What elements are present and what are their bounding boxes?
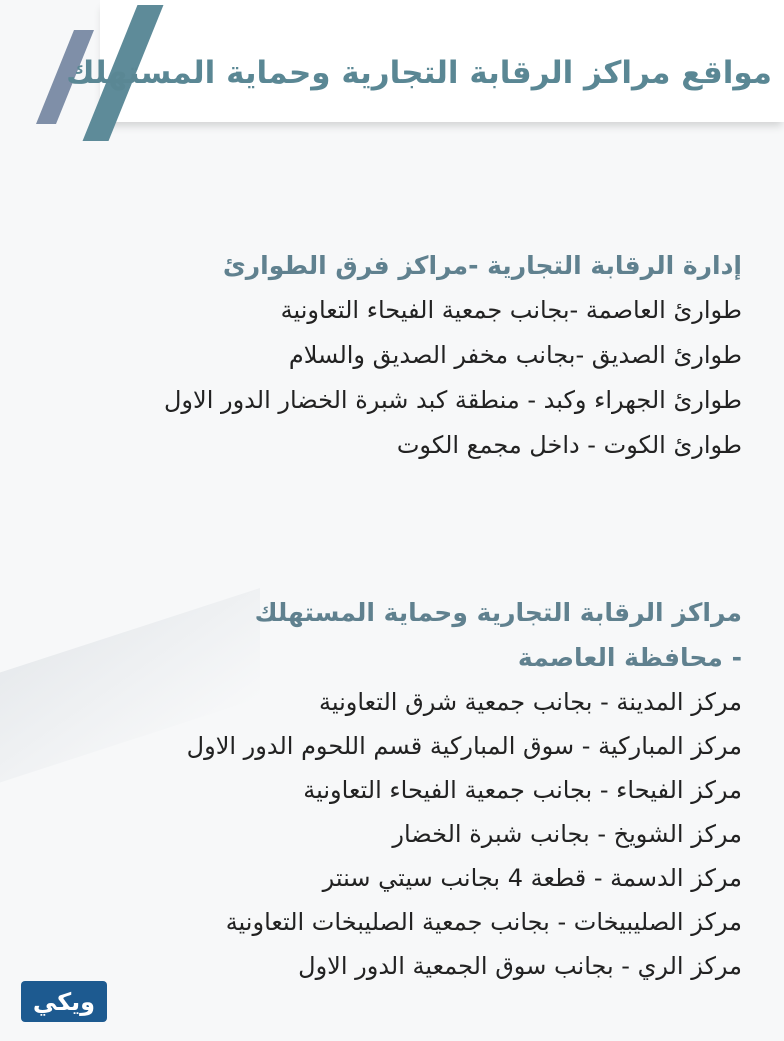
section-subheading: - محافظة العاصمة [517, 643, 742, 672]
section-heading: إدارة الرقابة التجارية -مراكز فرق الطوارئ [222, 251, 742, 280]
wiki-logo: ويكي [21, 981, 107, 1022]
list-item: طوارئ الجهراء وكبد - منطقة كبد شبرة الخضار الدور الاول [163, 386, 742, 414]
consumer-protection-section [187, 590, 742, 988]
page-title: مواقع مراكز الرقابة التجارية وحماية المستهلك [66, 55, 772, 91]
list-item: مركز الفيحاء - بجانب جمعية الفيحاء التعاونية [303, 776, 742, 804]
list-item: طوارئ الصديق -بجانب مخفر الصديق والسلام [288, 341, 742, 369]
emergency-centers-section [164, 243, 742, 468]
list-item: مركز الشويخ - بجانب شبرة الخضار [392, 820, 742, 848]
list-item: مركز الدسمة - قطعة 4 بجانب سيتي سنتر [322, 864, 742, 892]
list-item: طوارئ العاصمة -بجانب جمعية الفيحاء التعاونية [280, 296, 742, 324]
list-item: مركز الصليبيخات - بجانب جمعية الصليبخات التعاونية [225, 908, 742, 936]
list-item: طوارئ الكوت - داخل مجمع الكوت [396, 431, 742, 459]
list-item: مركز المدينة - بجانب جمعية شرق التعاونية [318, 688, 742, 716]
list-item: مركز المباركية - سوق المباركية قسم اللحوم الدور الاول [186, 732, 742, 760]
section-heading: مراكز الرقابة التجارية وحماية المستهلك [254, 598, 742, 627]
list-item: مركز الري - بجانب سوق الجمعية الدور الاول [298, 952, 742, 980]
